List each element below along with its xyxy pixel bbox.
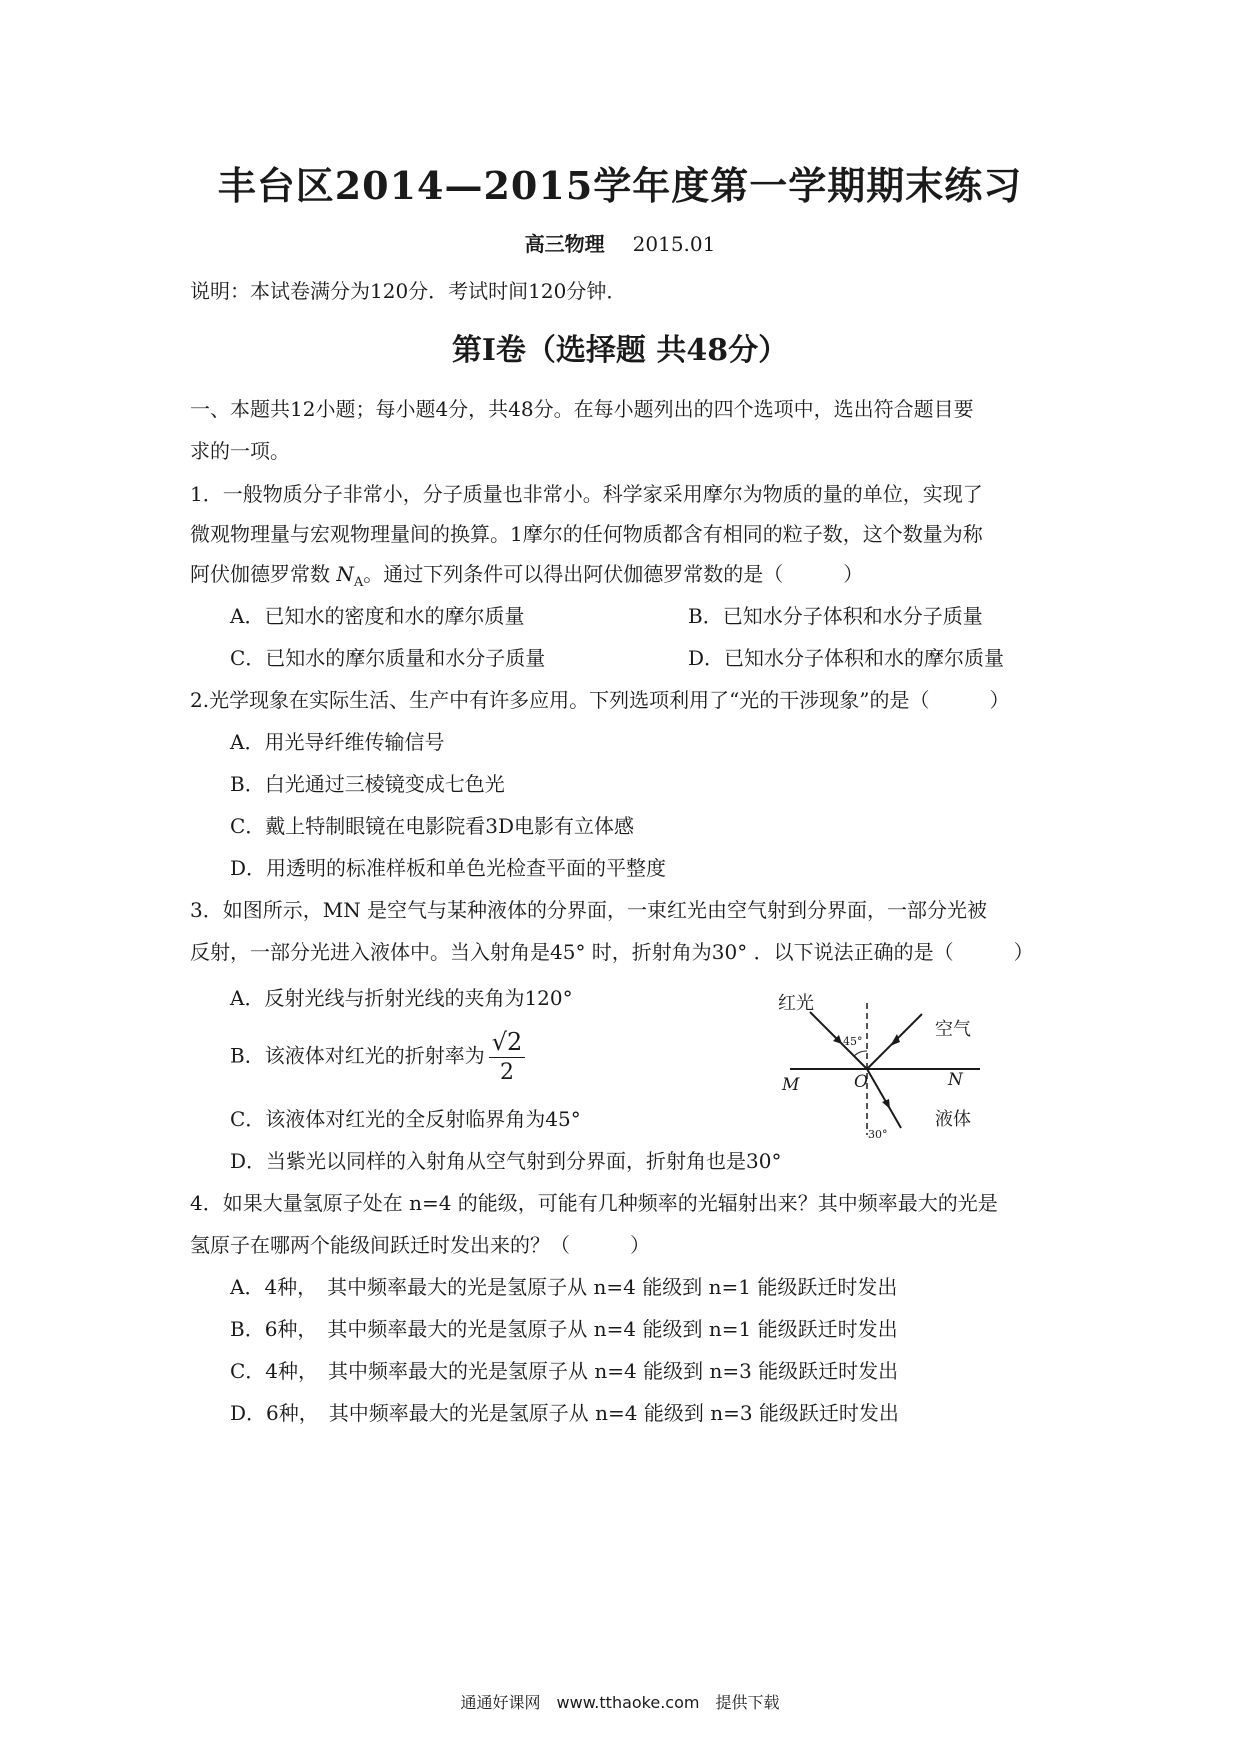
exam-date: 2015.01 [632, 232, 716, 256]
q1-text-a: 阿伏伽德罗常数 [190, 562, 337, 586]
q4-option-a: A．4种， 其中频率最大的光是氢原子从 n=4 能级到 n=1 能级跃迁时发出 [230, 1275, 898, 1299]
q3-option-a: A．反射光线与折射光线的夹角为120° [230, 986, 573, 1010]
refracted-arrow-icon [882, 1099, 890, 1109]
q4-line-2: 氢原子在哪两个能级间跃迁时发出来的？（ ） [190, 1233, 650, 1257]
q1-option-c: C．已知水的摩尔质量和水分子质量 [230, 646, 546, 670]
section-title: 第Ⅰ卷（选择题 共48分） [451, 333, 789, 368]
q1-text-b: 。通过下列条件可以得出阿伏伽德罗常数的是（ ） [363, 562, 864, 586]
q1-line-1: 1．一般物质分子非常小，分子质量也非常小。科学家采用摩尔为物质的量的单位，实现了 [190, 482, 983, 506]
angle-45-label: 45° [843, 1035, 863, 1048]
q3-option-b [230, 1030, 525, 1084]
label-air: 空气 [935, 1019, 971, 1040]
fraction-denominator: 2 [499, 1060, 514, 1085]
intro-line-1: 一、本题共12小题；每小题4分，共48分。在每小题列出的四个选项中，选出符合题目要 [190, 397, 974, 421]
q1-line-2: 微观物理量与宏观物理量间的换算。1摩尔的任何物质都含有相同的粒子数，这个数量为称 [190, 522, 983, 546]
q2-option-b: B．白光通过三棱镜变成七色光 [230, 772, 505, 796]
symbol-sub: A [353, 575, 364, 590]
fraction-numerator: √2 [489, 1030, 526, 1058]
q2-stem: 2.光学现象在实际生活、生产中有许多应用。下列选项利用了“光的干涉现象”的是（ ） [190, 688, 1010, 712]
q1-option-b: B．已知水分子体积和水分子质量 [688, 604, 983, 628]
subtitle [0, 228, 1240, 257]
q1-option-d: D．已知水分子体积和水的摩尔质量 [688, 646, 1005, 670]
footer: 通通好课网 www.tthaoke.com 提供下载 [460, 1693, 780, 1712]
sqrt2-over-2-fraction [489, 1030, 526, 1084]
label-o: O [854, 1072, 868, 1092]
reflected-arrow-icon [890, 1034, 900, 1046]
page-title: 丰台区2014—2015学年度第一学期期末练习 [217, 163, 1023, 208]
q3-line-1: 3．如图所示，MN 是空气与某种液体的分界面，一束红光由空气射到分界面，一部分光被 [190, 898, 988, 922]
intro-line-2: 求的一项。 [190, 439, 290, 463]
q2-option-a: A．用光导纤维传输信号 [230, 730, 445, 754]
q2-option-d: D．用透明的标准样板和单色光检查平面的平整度 [230, 856, 667, 880]
q4-option-c: C．4种， 其中频率最大的光是氢原子从 n=4 能级到 n=3 能级跃迁时发出 [230, 1359, 899, 1383]
symbol-n: N [336, 562, 354, 586]
refracted-ray [867, 1069, 901, 1128]
angle-30-label: 30° [868, 1128, 888, 1141]
label-red-light: 红光 [778, 993, 814, 1014]
q3-option-b-text: B．该液体对红光的折射率为 [230, 1043, 485, 1068]
q1-option-a: A．已知水的密度和水的摩尔质量 [230, 604, 525, 628]
q4-option-b: B．6种， 其中频率最大的光是氢原子从 n=4 能级到 n=1 能级跃迁时发出 [230, 1317, 898, 1341]
subject: 高三物理 [524, 232, 605, 256]
label-n: N [948, 1070, 963, 1090]
incidence-angle-arc [854, 1051, 867, 1056]
label-liquid: 液体 [935, 1109, 971, 1130]
q4-option-d: D．6种， 其中频率最大的光是氢原子从 n=4 能级到 n=3 能级跃迁时发出 [230, 1401, 899, 1425]
q3-option-d: D．当紫光以同样的入射角从空气射到分界面，折射角也是30° [230, 1149, 782, 1173]
q4-line-1: 4．如果大量氢原子处在 n=4 的能级，可能有几种频率的光辐射出来？其中频率最大的光是 [190, 1191, 998, 1215]
refraction-diagram [770, 985, 1010, 1170]
q1-line-3 [190, 558, 863, 590]
exam-note: 说明：本试卷满分为120分．考试时间120分钟． [190, 279, 627, 303]
q3-line-2: 反射，一部分光进入液体中。当入射角是45° 时，折射角为30° ．以下说法正确的是（ ） [190, 940, 1034, 964]
label-m: M [782, 1075, 800, 1095]
q2-option-c: C．戴上特制眼镜在电影院看3D电影有立体感 [230, 814, 635, 838]
q3-option-c: C．该液体对红光的全反射临界角为45° [230, 1107, 581, 1131]
